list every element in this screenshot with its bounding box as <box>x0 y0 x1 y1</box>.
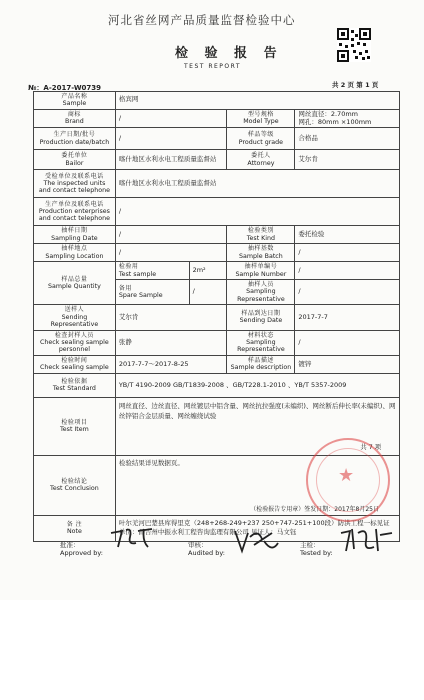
row-sealing <box>34 330 400 355</box>
sample-number-value: / <box>295 262 400 280</box>
production-date-value: / <box>115 128 227 150</box>
issue-date: （检验报告专用章）签发日期：2017年8月25日 <box>250 505 379 513</box>
test-sample-value: 2m² <box>189 262 227 280</box>
note-label: 备 注 Note <box>34 515 116 541</box>
auditor-signature <box>232 525 280 555</box>
row-sending <box>34 305 400 330</box>
official-seal-stamp: ★ <box>306 438 390 522</box>
attorney-value: 艾尔肯 <box>295 150 400 170</box>
test-conclusion-label: 检验结论 Test Conclusion <box>34 455 116 515</box>
grade-value: 合格品 <box>295 128 400 150</box>
page-info: 共 2 页 第 1 页 <box>332 81 379 89</box>
bailor-value: 喀什地区水利水电工程质量监督站 <box>115 150 227 170</box>
tested-by: 主检： Tested by: <box>300 541 333 557</box>
row-sample-name <box>34 92 400 110</box>
row-production-date <box>34 128 400 150</box>
approved-by: 批准： Approved by: <box>60 541 103 557</box>
sampling-rep-label: 抽样人员 Sampling Representative <box>227 280 295 305</box>
inspected-unit-label: 受检单位及联系电话 The inspected units and contact telephone <box>34 170 116 198</box>
sending-rep-value: 艾尔肯 <box>115 305 227 330</box>
row-sampling-date <box>34 226 400 244</box>
report-title: 检 验 报 告 <box>175 46 283 61</box>
grade-label: 样品等级 Product grade <box>227 128 295 150</box>
row-sampling-location <box>34 244 400 262</box>
sending-date-label: 样品到达日期 Sending Date <box>227 305 295 330</box>
production-enterprise-value: / <box>115 198 399 226</box>
row-brand <box>34 109 400 128</box>
model-label: 型号规格 Model Type <box>227 109 295 128</box>
sampling-location-value: / <box>115 244 227 262</box>
sample-description-value: 镀锌 <box>295 355 400 373</box>
sending-rep-label: 送样人 Sending Representative <box>34 305 116 330</box>
sampling-date-label: 抽样日期 Sampling Date <box>34 226 116 244</box>
check-period-label: 检验时间 Check sealing sample <box>34 355 116 373</box>
report-number: №：A-2017-W0739 <box>28 84 102 92</box>
row-inspected-unit <box>34 170 400 198</box>
test-kind-label: 检验类别 Test Kind <box>227 226 295 244</box>
sample-number-label: 抽样单编号 Sample Number <box>227 262 295 280</box>
row-bailor <box>34 150 400 170</box>
test-conclusion-text: 检验结果详见数据页。 <box>118 458 184 467</box>
test-standard-value: YB/T 4190-2009 GB/T1839-2008 、GB/T228.1-2010 、YB/T 5357-2009 <box>115 373 399 397</box>
sending-date-value: 2017-7-7 <box>295 305 400 330</box>
approver-signature <box>108 525 158 553</box>
material-state-label: 材料状态 Sampling Representative <box>227 330 295 355</box>
sealing-personnel-value: 张静 <box>115 330 227 355</box>
row-sample-quantity-1 <box>34 262 400 280</box>
sample-quantity-label: 样品总量 Sample Quantity <box>34 262 116 305</box>
brand-label: 商标 Brand <box>34 109 116 128</box>
sampling-date-value: / <box>115 226 227 244</box>
tester-signature <box>338 525 394 555</box>
brand-value: / <box>115 109 227 128</box>
note-value: 叶尔羌河巴楚县库得里克（248+268-249+237 250+747-251+100段）防洪工程一标见证单位：昌吉州中振水利工程咨询监理有限公司 见证人：马文钰 <box>115 515 399 541</box>
test-kind-value: 委托检验 <box>295 226 400 244</box>
sample-description-label: 样品描述 Sample description <box>227 355 295 373</box>
model-value: 网丝直径：2.70mm 网孔：80mm ×100mm <box>295 109 400 128</box>
spare-sample-value: / <box>189 280 227 305</box>
attorney-label: 委托人 Attorney <box>227 150 295 170</box>
sample-batch-label: 抽样基数 Sample Batch <box>227 244 295 262</box>
sampling-location-label: 抽样地点 Sampling Location <box>34 244 116 262</box>
test-item-label: 检验项目 Test Item <box>34 397 116 455</box>
row-production-enterprise <box>34 198 400 226</box>
row-test-standard <box>34 373 400 397</box>
bailor-label: 委托单位 Bailor <box>34 150 116 170</box>
sampling-rep-value: / <box>295 280 400 305</box>
test-item-text: 网丝直径、边丝直径、网丝镀层中铝含量、网丝抗拉强度(未编织)、网丝断后伸长率(未编织)、网丝锌铝合金层质量、网丝缠绕试验 <box>118 401 396 420</box>
check-period-value: 2017-7-7～2017-8-25 <box>115 355 227 373</box>
qr-code-icon <box>337 28 371 62</box>
row-check-period <box>34 355 400 373</box>
sample-batch-value: / <box>295 244 400 262</box>
sample-name-label: 产品名称 Sample <box>34 92 116 110</box>
test-sample-label: 检验用 Test sample <box>115 262 189 280</box>
production-date-label: 生产日期/批号 Production date/batch <box>34 128 116 150</box>
spare-sample-label: 备用 Spare Sample <box>115 280 189 305</box>
report-title-en: TEST REPORT <box>184 63 242 70</box>
inspected-unit-value: 喀什地区水利水电工程质量监督站 <box>115 170 399 198</box>
audited-by: 审核： Audited by: <box>188 541 225 557</box>
org-name: 河北省丝网产品质量监督检验中心 <box>108 13 296 27</box>
sample-name-value: 格宾网 <box>115 92 399 110</box>
material-state-value: / <box>295 330 400 355</box>
production-enterprise-label: 生产单位及联系电话 Production enterprises and contact telephone <box>34 198 116 226</box>
test-standard-label: 检验依据 Test Standard <box>34 373 116 397</box>
test-item-total: 共 7 项 <box>360 444 381 452</box>
sealing-personnel-label: 检查封样人员 Check sealing sample personnel <box>34 330 116 355</box>
